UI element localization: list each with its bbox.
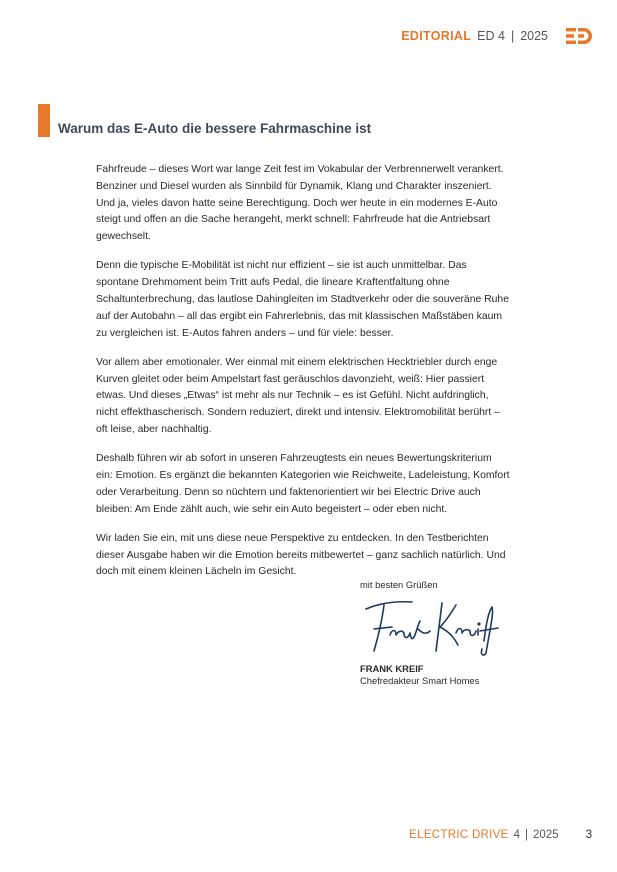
page-header — [401, 28, 592, 44]
ed-logo-icon — [566, 28, 592, 44]
header-separator: | — [510, 29, 515, 43]
paragraph: Wir laden Sie ein, mit uns diese neue Perspektive zu entdecken. In den Testberichten dieser Ausgabe haben wir die Emotion bereits mitbewertet – ganz sachlich natürlich. Und doch mit einem kleinen Lächeln im Gesicht. — [96, 532, 506, 578]
signoff-block — [360, 579, 500, 687]
paragraph: Fahrfreude – dieses Wort war lange Zeit fest im Vokabular der Verbrennerwelt verankert. Benziner und Diesel wurden als Sinnbild für Dynamik, Klang und Charakter inszeniert. Und ja, vieles davon hatte seine Berechtigung. Doch wer heute in ein modernes E-Auto steigt und offen an die Sache herangeht, merkt schnell: Fahrfreude hat die Antriebsart gewechselt. — [96, 164, 504, 243]
paragraph: Vor allem aber emotionaler. Wer einmal mit einem elektrischen Hecktriebler durch enge Kurven gleitet oder beim Ampelstart fast geräuschlos davonzieht, weiß: Hier passiert etwas. Und dieses „Etwas“ ist mehr als nur Technik – es ist Gefühl. Nicht aufdringlich, nicht effekthascherisch. Sondern reduziert, direkt und intensiv. Elektromobilität berührt – oft leise, aber nachhaltig. — [96, 356, 500, 435]
footer-year: 2025 — [533, 829, 559, 841]
issue-label: ED 4 — [477, 29, 505, 43]
footer-issue: 4 — [513, 829, 520, 841]
author-name: FRANK KREIF — [360, 663, 424, 674]
section-label: EDITORIAL — [401, 29, 472, 43]
article-body — [96, 162, 510, 593]
paragraph: Deshalb führen wir ab sofort in unseren Fahrzeugtests ein neues Bewertungskriterium ein: Emotion. Es ergänzt die bekannten Kategorien wie Reichweite, Ladeleistung, Komfort oder Verarbeitung. Denn so nüchtern und faktenorientiert wir bei Electric Drive auch bleiben: Am Ende zählt auch, wie sehr ein Auto begeistert – oder eben nicht. — [96, 453, 510, 515]
handwritten-signature — [360, 595, 500, 657]
title-accent-bar — [38, 104, 50, 137]
header-year: 2025 — [520, 29, 548, 43]
article-heading — [38, 104, 371, 137]
article-title: Warum das E-Auto die bessere Fahrmaschine ist — [58, 121, 372, 136]
greeting: mit besten Grüßen — [360, 579, 438, 590]
paragraph: Denn die typische E-Mobilität ist nicht nur effizient – sie ist auch unmittelbar. Das spontane Drehmoment beim Tritt aufs Pedal, die lineare Kraftentfaltung ohne Schaltunterbrechung, das lautlose Dahingleiten im Stadtverkehr oder die souveräne Ruhe auf der Autobahn – all das ergibt ein Fahrerlebnis, das mit klassischen Maßstäben kaum zu vergleichen ist. E-Autos fahren anders – und für viele: besser. — [96, 260, 509, 339]
magazine-name: ELECTRIC DRIVE — [409, 829, 509, 841]
page-number: 3 — [585, 829, 592, 841]
page-footer — [409, 828, 592, 842]
footer-separator: | — [525, 829, 528, 841]
author-role: Chefredakteur Smart Homes — [360, 675, 480, 686]
